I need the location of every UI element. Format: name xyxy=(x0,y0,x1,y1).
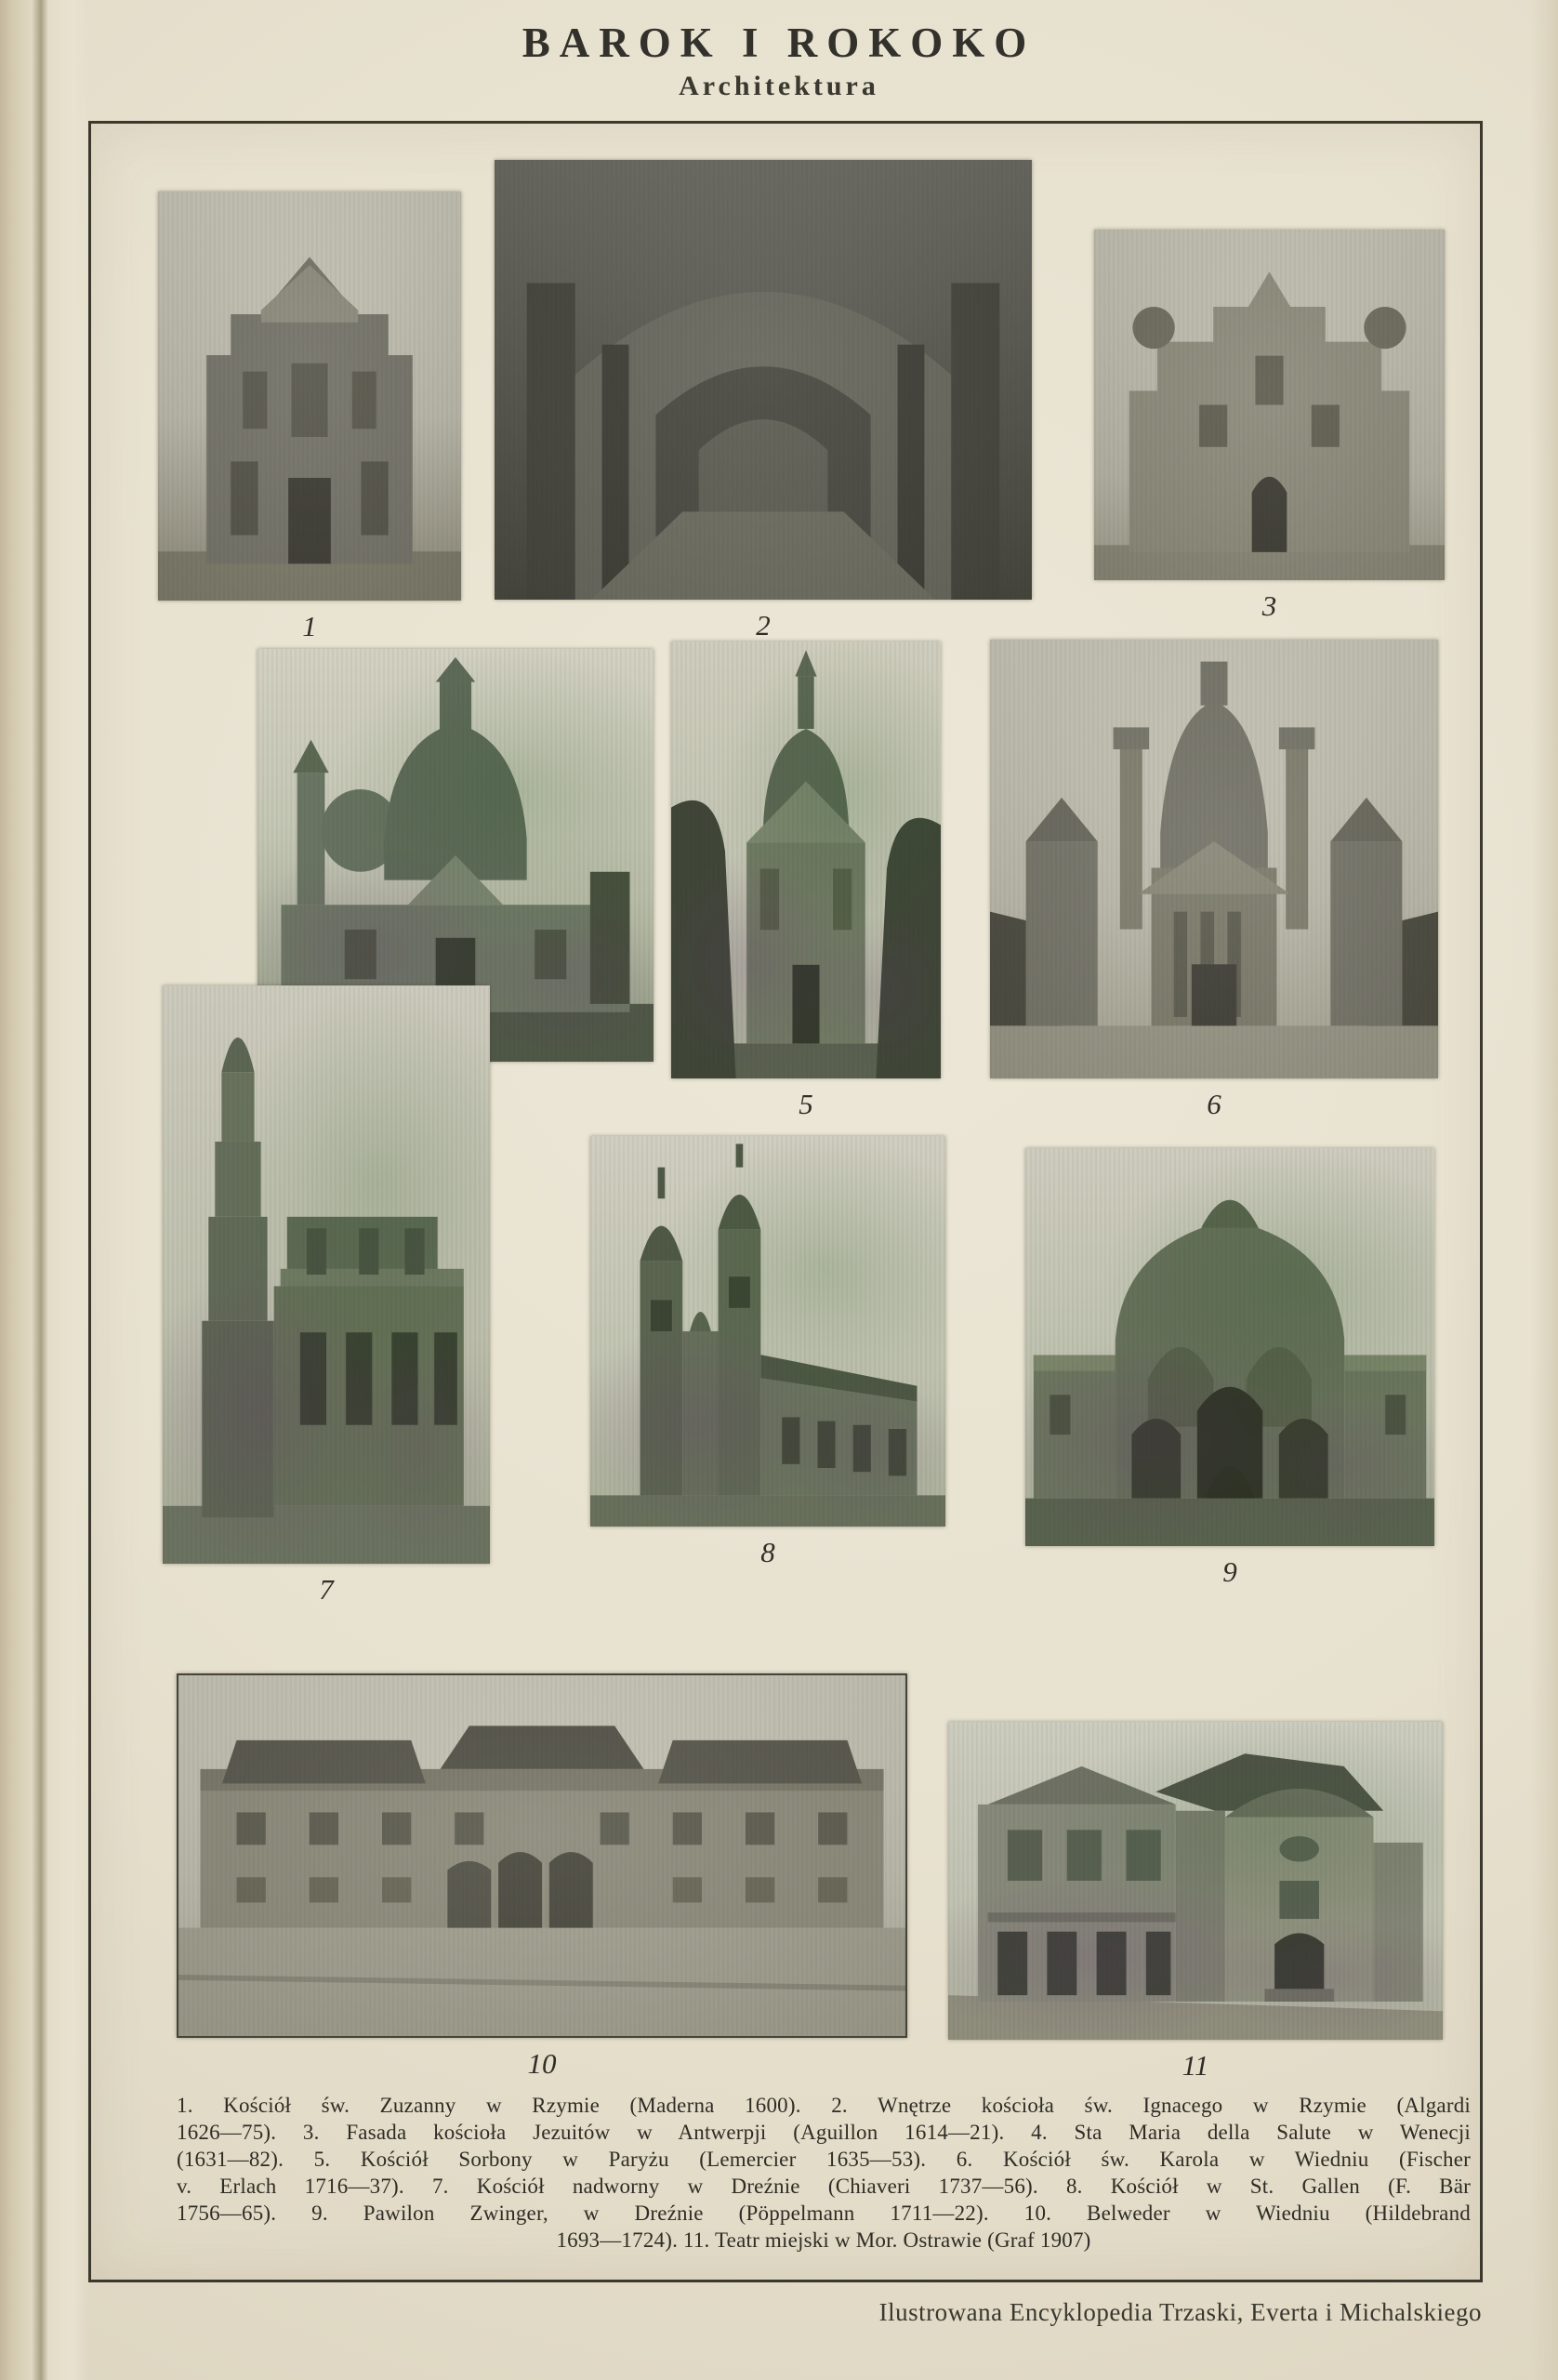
caption-line-4: v. Erlach 1716—37). 7. Kościół nadworny w Dreźnie (Chiaveri 1737—56). 8. Kościół w St. Gallen (F. Bär xyxy=(177,2175,1471,2198)
photo-zwinger-pavilion-dresden xyxy=(1025,1148,1434,1546)
figure-1-number: 1 xyxy=(302,610,317,642)
photo-st-gallen-cathedral xyxy=(590,1136,945,1527)
caption-line-1: 1. Kościół św. Zuzanny w Rzymie (Maderna 1600). 2. Wnętrze kościoła św. Ignacego w Rzymie (Algardi xyxy=(177,2094,1471,2117)
photo-church-interior-rome xyxy=(495,160,1032,600)
figure-7 xyxy=(163,985,490,1606)
duotone-overlay xyxy=(671,641,941,1078)
duotone-overlay xyxy=(163,985,490,1564)
photo-sorbonne-paris xyxy=(671,641,941,1078)
halftone-overlay xyxy=(495,160,1032,600)
caption-line-5: 1756—65). 9. Pawilon Zwinger, w Dreźnie (Pöppelmann 1711—22). 10. Belweder w Wiedniu (Hildebrand xyxy=(177,2202,1471,2225)
figure-11 xyxy=(948,1722,1443,2082)
caption-line-2: 1626—75). 3. Fasada kościoła Jezuitów w Antwerpji (Aguillon 1614—21). 4. Sta Maria della Salute w Wenecji xyxy=(177,2121,1471,2144)
figure-8-number: 8 xyxy=(760,1536,775,1568)
halftone-overlay xyxy=(990,640,1438,1078)
duotone-overlay xyxy=(590,1136,945,1527)
photo-karlskirche-vienna xyxy=(990,640,1438,1078)
figure-7-number: 7 xyxy=(319,1573,334,1606)
figure-5-number: 5 xyxy=(799,1088,813,1120)
photo-hofkirche-dresden xyxy=(163,985,490,1564)
figure-10 xyxy=(177,1673,907,2080)
photo-jesuit-church-antwerp xyxy=(1094,230,1445,580)
duotone-overlay xyxy=(1025,1148,1434,1546)
figure-6-number: 6 xyxy=(1207,1088,1221,1120)
figure-10-number: 10 xyxy=(527,2047,557,2080)
plate-caption xyxy=(177,2092,1471,2254)
halftone-overlay xyxy=(1094,230,1445,580)
figure-9-number: 9 xyxy=(1222,1555,1237,1588)
figure-5 xyxy=(671,641,941,1120)
figure-3-number: 3 xyxy=(1261,589,1277,622)
figure-2-number: 2 xyxy=(756,609,771,641)
photo-belvedere-vienna xyxy=(177,1673,907,2038)
duotone-overlay xyxy=(948,1722,1443,2040)
figure-9 xyxy=(1025,1148,1434,1588)
encyclopedia-imprint: Ilustrowana Encyklopedia Trzaski, Everta i Michalskiego xyxy=(878,2298,1482,2326)
figure-3 xyxy=(1094,230,1445,622)
photo-theatre-ostrava xyxy=(948,1722,1443,2040)
figure-8 xyxy=(590,1136,945,1568)
figure-11-number: 11 xyxy=(1182,2049,1209,2082)
caption-line-3: (1631—82). 5. Kościół Sorbony w Paryżu (Lemercier 1635—53). 6. Kościół św. Karola w Wiedniu (Fischer xyxy=(177,2148,1471,2171)
halftone-overlay xyxy=(158,192,461,601)
page-title: BAROK I ROKOKO xyxy=(522,20,1036,66)
caption-line-6: 1693—1724). 11. Teatr miejski w Mor. Ostrawie (Graf 1907) xyxy=(556,2228,1091,2252)
figure-1 xyxy=(158,192,461,642)
halftone-overlay xyxy=(178,1675,905,2036)
figure-6 xyxy=(990,640,1438,1120)
page-subtitle: Architektura xyxy=(679,71,879,101)
photo-church-facade-rome xyxy=(158,192,461,601)
figure-2 xyxy=(495,160,1032,641)
